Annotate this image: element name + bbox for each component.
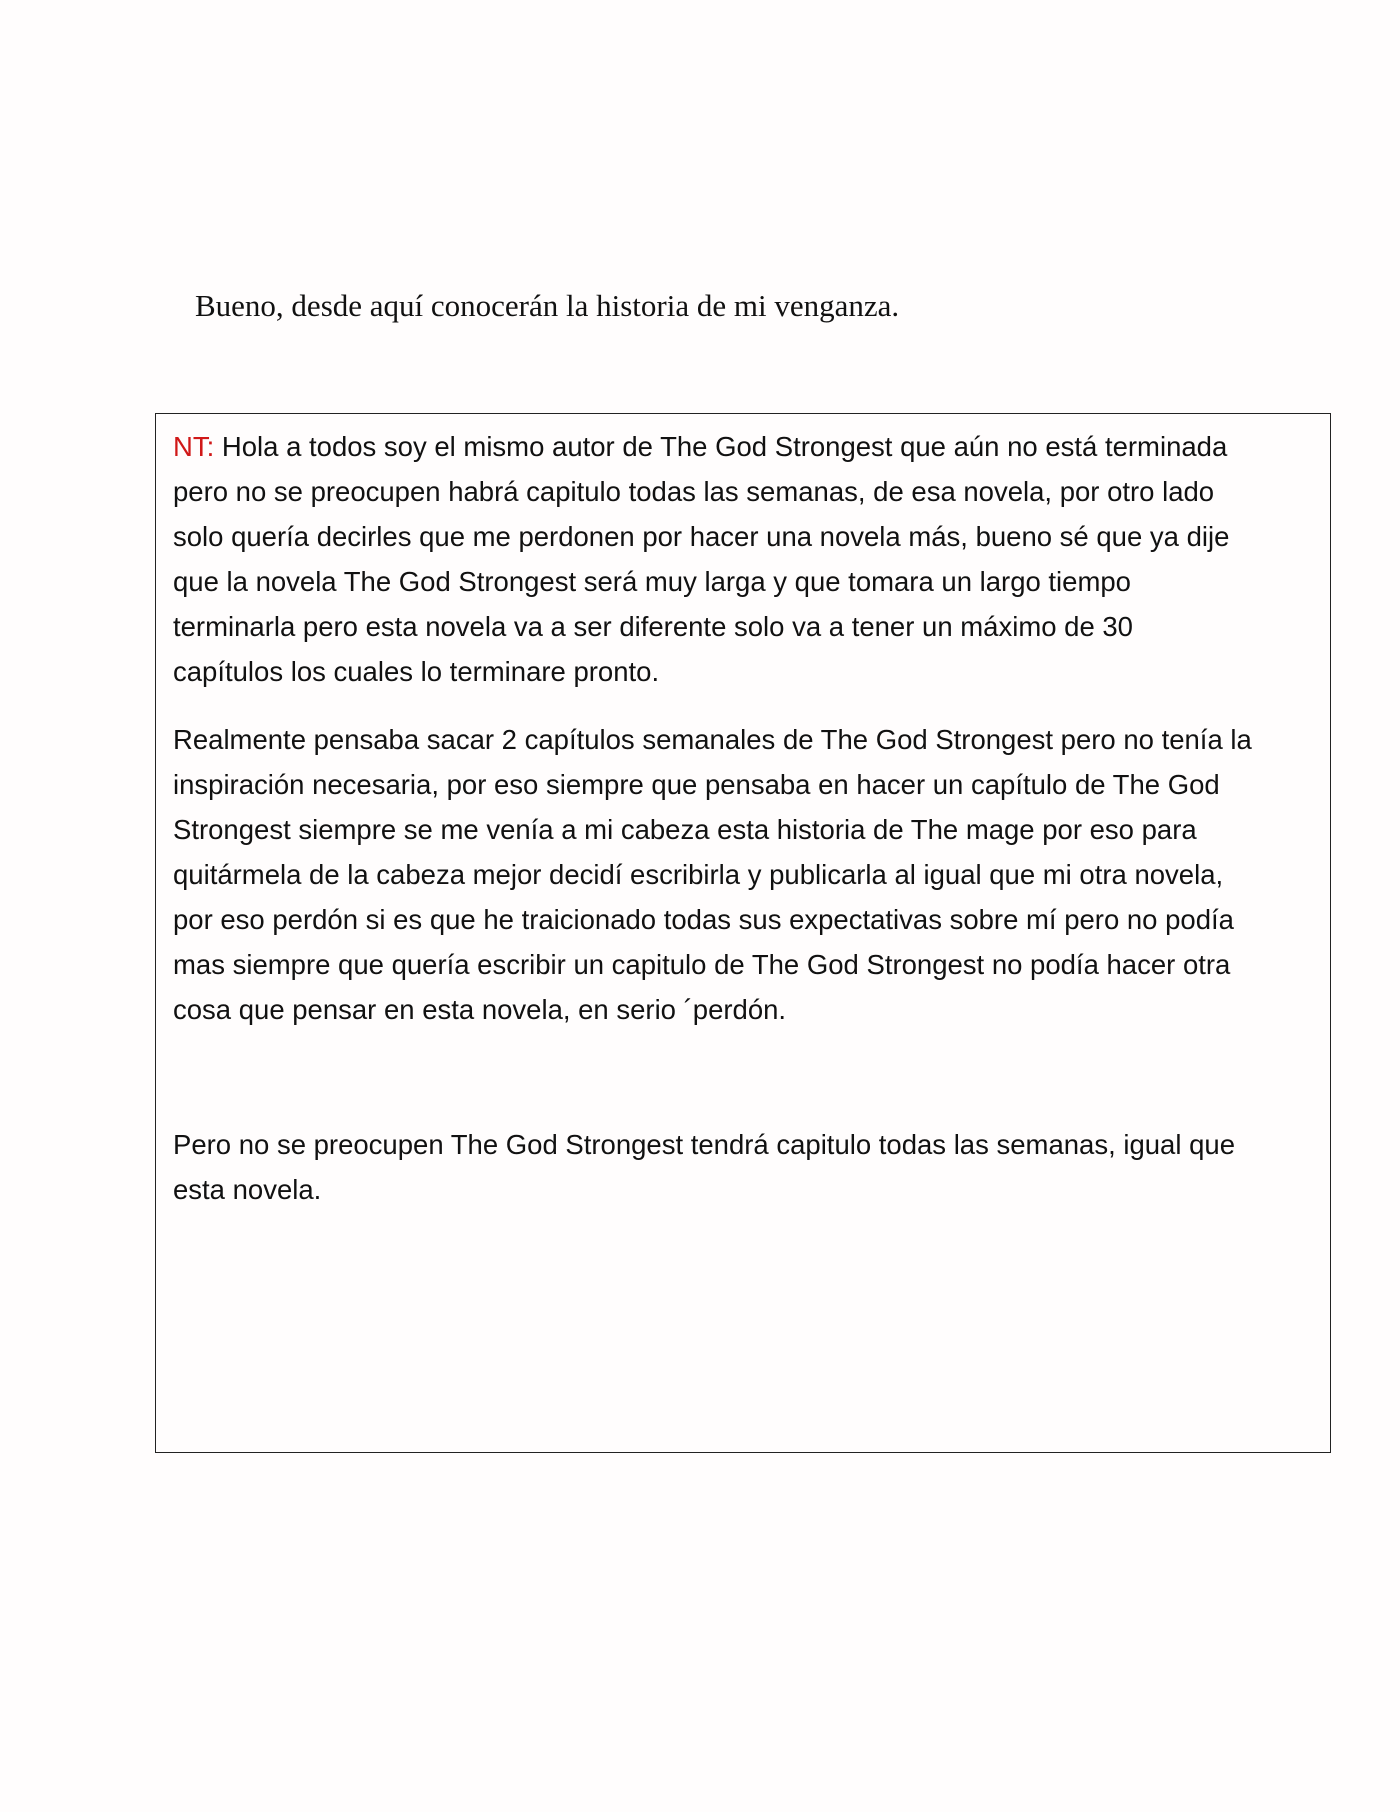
- note-line: por eso perdón si es que he traicionado todas sus expectativas sobre mí pero no podía: [173, 904, 1234, 935]
- note-paragraph-3: [173, 1122, 1323, 1212]
- note-label: NT:: [173, 431, 215, 462]
- translator-note-box: [155, 413, 1331, 1453]
- note-line: solo quería decirles que me perdonen por hacer una novela más, bueno sé que ya dije: [173, 521, 1230, 552]
- note-line: esta novela.: [173, 1174, 322, 1205]
- note-line: pero no se preocupen habrá capitulo todas las semanas, de esa novela, por otro lado: [173, 476, 1215, 507]
- note-line: Hola a todos soy el mismo autor de The God Strongest que aún no está terminada: [221, 431, 1228, 462]
- translator-note-text: [173, 424, 1323, 1212]
- note-paragraph-1: [173, 424, 1323, 694]
- note-paragraph-2: [173, 717, 1323, 1032]
- note-line: Realmente pensaba sacar 2 capítulos semanales de The God Strongest pero no tenía la: [173, 724, 1252, 755]
- note-line: terminarla pero esta novela va a ser diferente solo va a tener un máximo de 30: [173, 611, 1133, 642]
- note-line: quitármela de la cabeza mejor decidí escribirla y publicarla al igual que mi otra novela,: [173, 859, 1224, 890]
- intro-sentence: Bueno, desde aquí conocerán la historia de mi venganza.: [195, 288, 900, 323]
- note-line: Pero no se preocupen The God Strongest tendrá capitulo todas las semanas, igual que: [173, 1129, 1235, 1160]
- note-line: mas siempre que quería escribir un capitulo de The God Strongest no podía hacer otra: [173, 949, 1231, 980]
- note-line: cosa que pensar en esta novela, en serio ´perdón.: [173, 994, 787, 1025]
- note-line: Strongest siempre se me venía a mi cabeza esta historia de The mage por eso para: [173, 814, 1197, 845]
- note-line: que la novela The God Strongest será muy larga y que tomara un largo tiempo: [173, 566, 1131, 597]
- note-line: capítulos los cuales lo terminare pronto.: [173, 656, 660, 687]
- note-line: inspiración necesaria, por eso siempre que pensaba en hacer un capítulo de The God: [173, 769, 1220, 800]
